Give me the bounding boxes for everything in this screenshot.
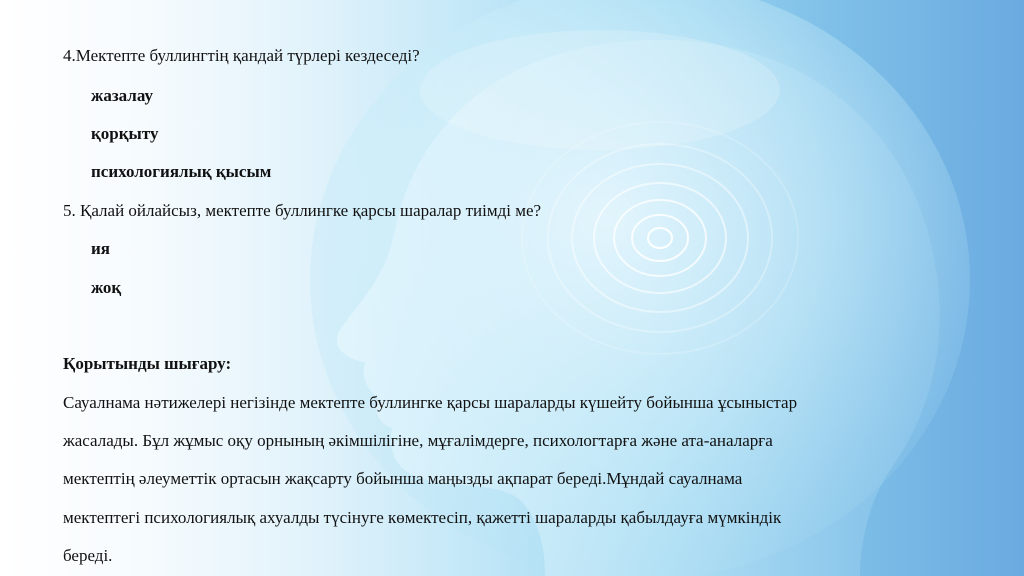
conclusion-line-3: мектептің әлеуметтік ортасын жақсарту бойынша маңызды ақпарат береді.Мұндай сауалнама (63, 469, 743, 488)
question-4-option-1: жазалау (91, 86, 153, 105)
question-5: 5. Қалай ойлайсыз, мектепте буллингке қарсы шаралар тиімді ме? (63, 201, 542, 220)
conclusion-line-1: Сауалнама нәтижелері негізінде мектепте буллингке қарсы шараларды күшейту бойынша ұсыныстар (63, 393, 798, 412)
question-4-option-2: қорқыту (91, 124, 159, 143)
conclusion-line-2: жасалады. Бұл жұмыс оқу орнының әкімшілігіне, мұғалімдерге, психологтарға және ата-аналарға (63, 431, 773, 450)
conclusion-line-4: мектептегі психологиялық ахуалды түсінуге көмектесіп, қажетті шараларды қабылдауға мүмкіндік (63, 508, 782, 527)
question-5-option-1: ия (91, 239, 110, 258)
question-4-option-3: психологиялық қысым (91, 162, 272, 181)
question-5-option-2: жоқ (91, 278, 122, 297)
question-4: 4.Мектепте буллингтің қандай түрлері кездеседі? (63, 46, 420, 65)
conclusion-heading: Қорытынды шығару: (63, 354, 232, 373)
conclusion-line-5: береді. (63, 546, 113, 565)
